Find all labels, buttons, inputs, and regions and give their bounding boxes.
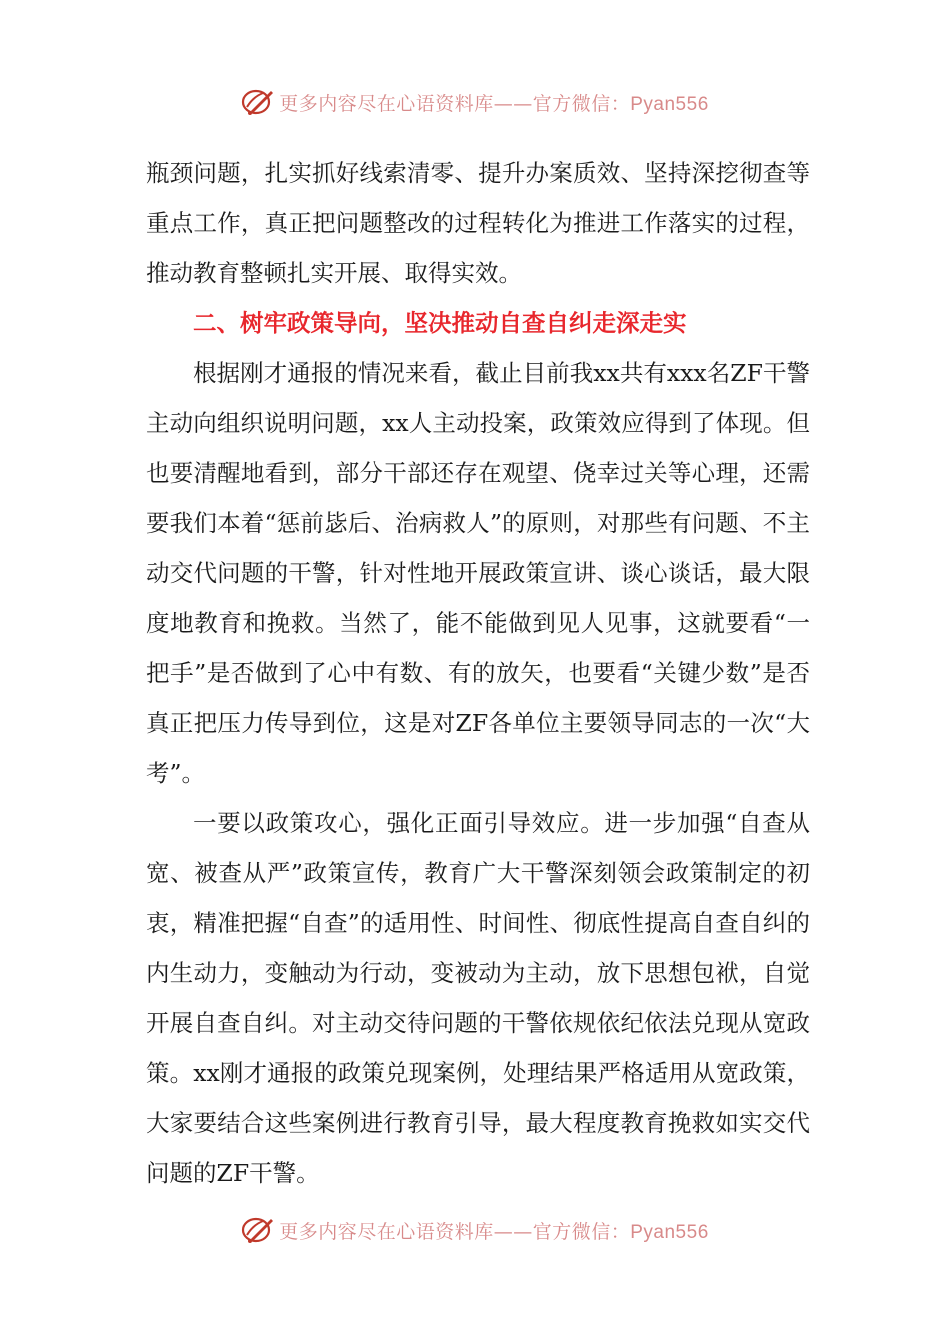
- document-body: [146, 148, 810, 1198]
- footer-banner: [0, 1210, 950, 1250]
- section-heading: 二、树牢政策导向，坚决推动自查自纠走深走实: [193, 309, 687, 337]
- banner-dash: ——: [493, 92, 533, 115]
- banner-wechat-id: Pyan556: [630, 1221, 709, 1243]
- pen-logo-icon: [241, 85, 275, 119]
- banner-text: [279, 1217, 709, 1244]
- banner-site-name: 更多内容尽在心语资料库: [279, 1220, 494, 1243]
- banner-dash: ——: [493, 1220, 533, 1243]
- banner-text: [279, 89, 709, 116]
- banner-wechat-id: Pyan556: [630, 93, 709, 115]
- pen-logo-icon: [241, 1213, 275, 1247]
- banner-site-name: 更多内容尽在心语资料库: [279, 92, 494, 115]
- banner-wechat-label: 官方微信：: [532, 1220, 631, 1243]
- paragraph-1: 瓶颈问题，扎实抓好线索清零、提升办案质效、坚持深挖彻查等重点工作，真正把问题整改的过程转化为推进工作落实的过程，推动教育整顿扎实开展、取得实效。: [146, 159, 810, 287]
- banner-wechat-label: 官方微信：: [532, 92, 631, 115]
- paragraph-2: 根据刚才通报的情况来看，截止目前我xx共有xxx名ZF干警主动向组织说明问题，xx人主动投案，政策效应得到了体现。但也要清醒地看到，部分干部还存在观望、侥幸过关等心理，还需要我们本着“惩前毖后、治病救人”的原则，对那些有问题、不主动交代问题的干警，针对性地开展政策宣讲、谈心谈话，最大限度地教育和挽救。当然了，能不能做到见人见事，这就要看“一把手”是否做到了心中有数、有的放矢，也要看“关键少数”是否真正把压力传导到位，这是对ZF各单位主要领导同志的一次“大考”。: [146, 359, 810, 787]
- paragraph-3: 一要以政策攻心，强化正面引导效应。进一步加强“自查从宽、被查从严”政策宣传，教育广大干警深刻领会政策制定的初衷，精准把握“自查”的适用性、时间性、彻底性提高自查自纠的内生动力，变触动为行动，变被动为主动，放下思想包袱，自觉开展自查自纠。对主动交待问题的干警依规依纪依法兑现从宽政策。xx刚才通报的政策兑现案例，处理结果严格适用从宽政策，大家要结合这些案例进行教育引导，最大程度教育挽救如实交代问题的ZF干警。: [146, 809, 810, 1187]
- header-banner: [0, 82, 950, 122]
